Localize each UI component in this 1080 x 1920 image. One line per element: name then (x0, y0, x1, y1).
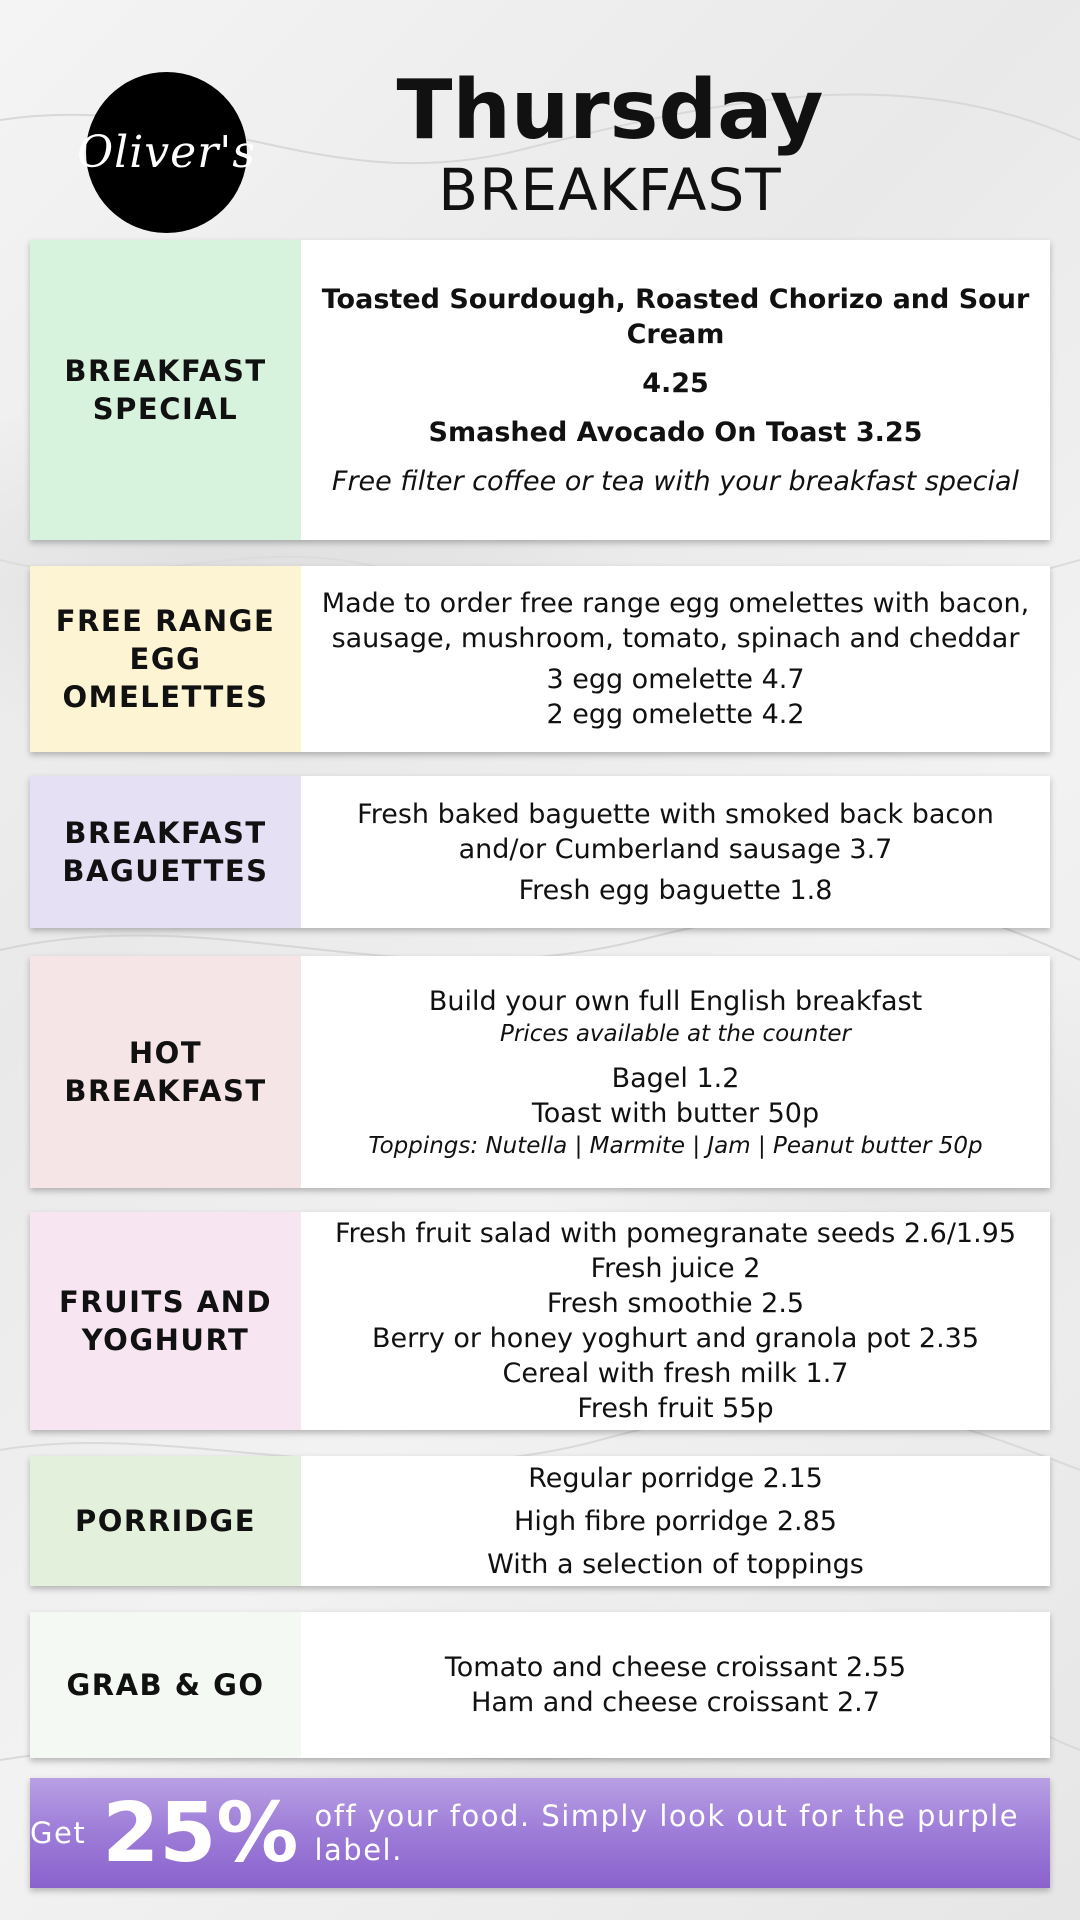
section-content (301, 1456, 1050, 1586)
menu-item: Fresh fruit 55p (577, 1393, 774, 1424)
menu-item: Berry or honey yoghurt and granola pot 2.35 (371, 1323, 980, 1354)
menu-note: Free filter coffee or tea with your breakfast special (331, 465, 1020, 497)
menu-item: Ham and cheese croissant 2.7 (471, 1687, 880, 1718)
menu-item: Smashed Avocado On Toast 3.25 (428, 416, 923, 448)
section-content (301, 240, 1050, 540)
menu-item: Toast with butter 50p (531, 1097, 820, 1129)
menu-item: Tomato and cheese croissant 2.55 (444, 1652, 907, 1683)
section-content (301, 776, 1050, 928)
menu-description: Made to order free range egg omelettes with bacon, sausage, mushroom, tomato, spinach and cheddar (321, 588, 1030, 654)
menu-item: Build your own full English breakfast (428, 985, 923, 1017)
section-content (301, 1612, 1050, 1758)
menu-item: With a selection of toppings (487, 1548, 864, 1580)
discount-banner (30, 1778, 1050, 1888)
menu-item: Fresh egg baguette 1.8 (518, 874, 833, 906)
banner-text-pre: Get (30, 1816, 87, 1850)
section-content (301, 956, 1050, 1188)
menu-item: Fresh juice 2 (590, 1253, 761, 1284)
olivers-logo (77, 72, 256, 233)
section-label: FRUITS AND YOGHURT (30, 1212, 301, 1430)
menu-item: Cereal with fresh milk 1.7 (502, 1358, 849, 1389)
section-label: BREAKFAST BAGUETTES (30, 776, 301, 928)
menu-item: Regular porridge 2.15 (528, 1462, 823, 1494)
section-label: BREAKFAST SPECIAL (30, 240, 301, 540)
menu-item: Toasted Sourdough, Roasted Chorizo and Sour Cream (321, 283, 1030, 350)
menu-item: 2 egg omelette 4.2 (546, 699, 805, 730)
section-label: GRAB & GO (30, 1612, 301, 1758)
section-egg-omelettes (30, 566, 1050, 752)
section-label: PORRIDGE (30, 1456, 301, 1586)
page-subtitle-meal: BREAKFAST (438, 156, 782, 224)
section-hot-breakfast (30, 956, 1050, 1188)
menu-item: Fresh fruit salad with pomegranate seeds 2.6/1.95 (334, 1218, 1017, 1249)
page-title-day: Thursday (396, 63, 824, 158)
menu-item-price: 4.25 (642, 367, 709, 399)
section-label: FREE RANGE EGG OMELETTES (30, 566, 301, 752)
menu-item: 3 egg omelette 4.7 (546, 664, 805, 695)
section-grab-and-go (30, 1612, 1050, 1758)
logo-text: Oliver's (77, 127, 256, 178)
section-content (301, 566, 1050, 752)
section-content (301, 1212, 1050, 1430)
section-breakfast-baguettes (30, 776, 1050, 928)
banner-percent: 25% (102, 1785, 299, 1881)
menu-item: Bagel 1.2 (611, 1062, 740, 1094)
banner-text-post: off your food. Simply look out for the purple label. (314, 1799, 1020, 1867)
menu-item: High fibre porridge 2.85 (514, 1505, 837, 1537)
menu-toppings: Toppings: Nutella | Marmite | Jam | Peanut butter 50p (368, 1132, 983, 1159)
section-label: HOT BREAKFAST (30, 956, 301, 1188)
section-breakfast-special (30, 240, 1050, 540)
menu-description: Fresh baked baguette with smoked back bacon and/or Cumberland sausage 3.7 (357, 798, 994, 865)
section-porridge (30, 1456, 1050, 1586)
menu-note: Prices available at the counter (500, 1020, 851, 1047)
menu-item: Fresh smoothie 2.5 (546, 1288, 805, 1319)
section-fruits-yoghurt (30, 1212, 1050, 1430)
